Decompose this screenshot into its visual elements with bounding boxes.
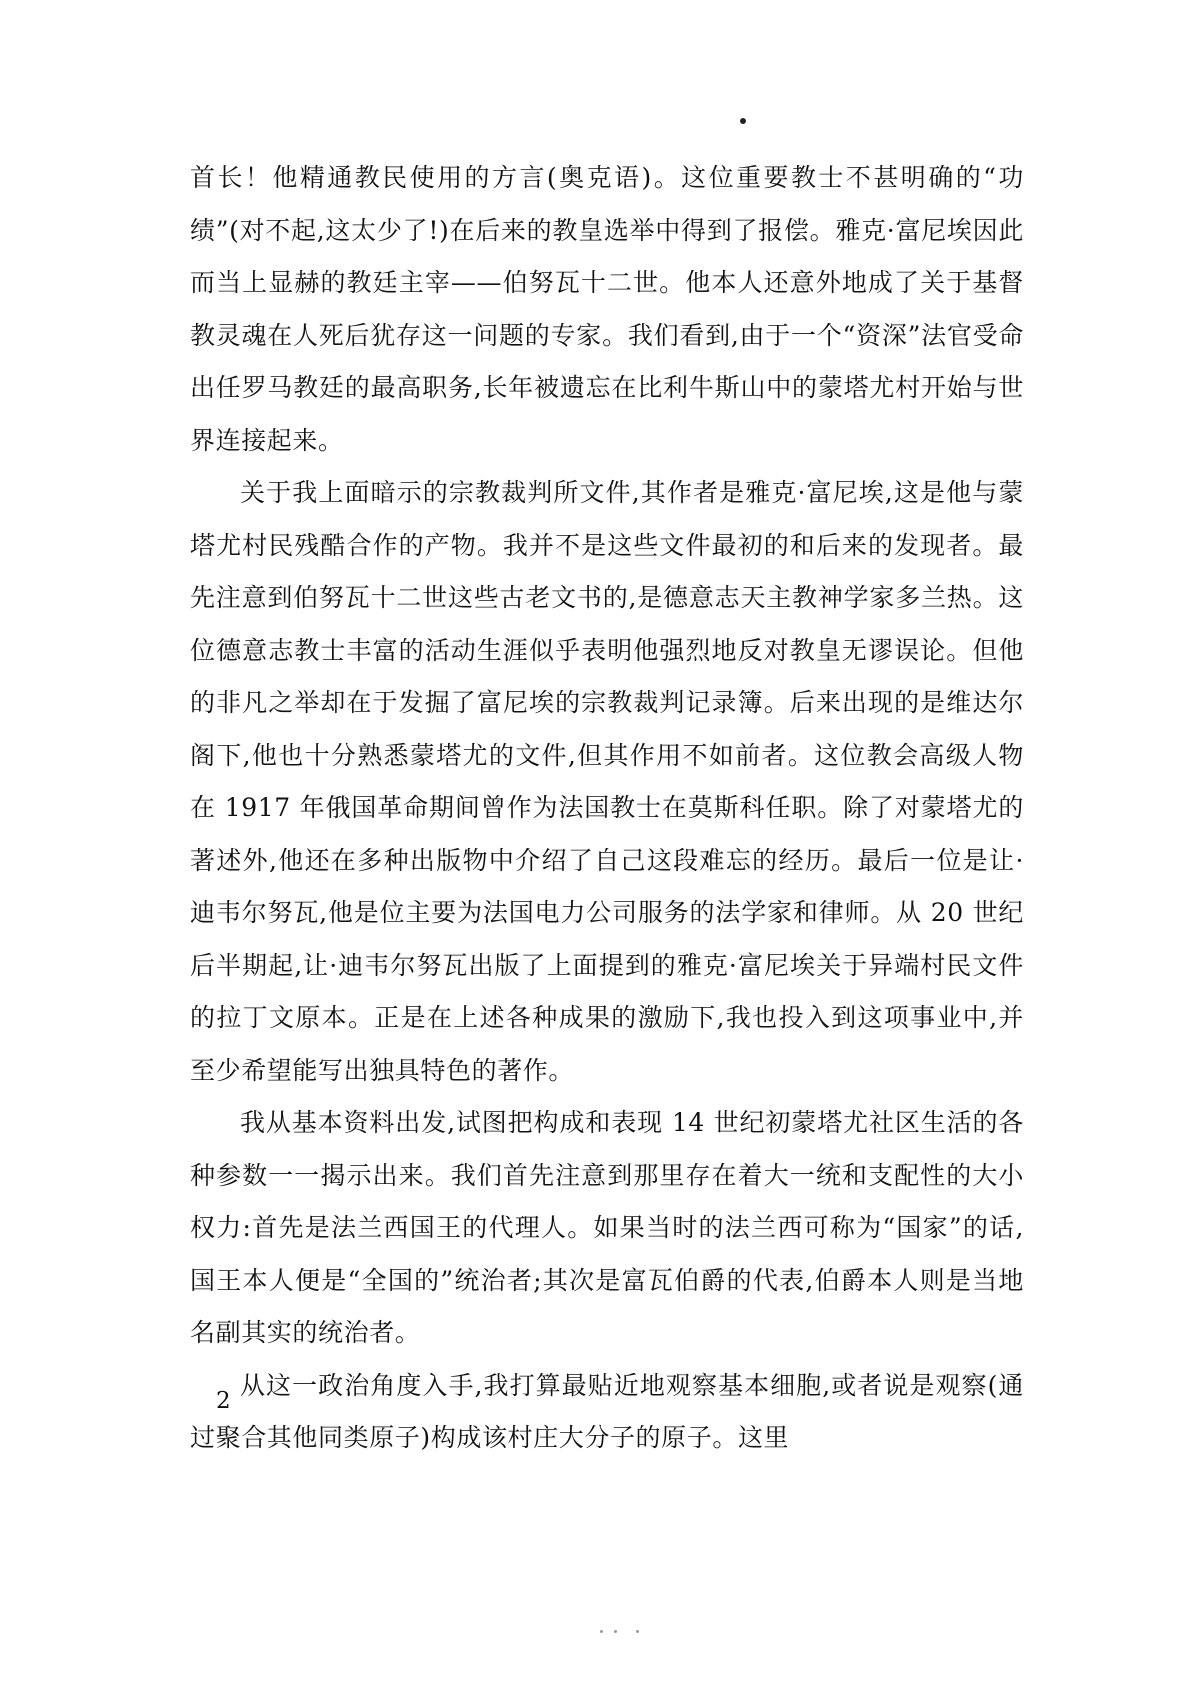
paragraph-3: 我从基本资料出发,试图把构成和表现 14 世纪初蒙塔尤社区生活的各种参数一一揭示出来。我们首先注意到那里存在着大一统和支配性的大小权力:首先是法兰西国王的代理人。如果当时的法兰西可称为“国家”的话,国王本人便是“全国的”统治者;其次是富瓦伯爵的代表,伯爵本人则是当地名副其实的统治者。 bbox=[190, 1108, 1024, 1347]
ink-speck bbox=[740, 118, 746, 124]
paragraph-2: 关于我上面暗示的宗教裁判所文件,其作者是雅克·富尼埃,这是他与蒙塔尤村民残酷合作的产物。我并不是这些文件最初的和后来的发现者。最先注意到伯努瓦十二世这些古老文书的,是德意志天主教神学家多兰热。这位德意志教士丰富的活动生涯似乎表明他强烈地反对教皇无谬误论。但他的非凡之举却在于发掘了富尼埃的宗教裁判记录簿。后来出现的是维达尔阁下,他也十分熟悉蒙塔尤的文件,但其作用不如前者。这位教会高级人物在 1917 年俄国革命期间曾作为法国教士在莫斯科任职。除了对蒙塔尤的著述外,他还在多种出版物中介绍了自己这段难忘的经历。最后一位是让·迪韦尔努瓦,他是位主要为法国电力公司服务的法学家和律师。从 20 世纪后半期起,让·迪韦尔努瓦出版了上面提到的雅克·富尼埃关于异端村民文件的拉丁文原本。正是在上述各种成果的激励下,我也投入到这项事业中,并至少希望能写出独具特色的著作。 bbox=[190, 478, 1024, 1085]
page-number: 2 bbox=[216, 1388, 231, 1414]
paragraph-1: 首长！他精通教民使用的方言(奥克语)。这位重要教士不甚明确的“功绩”(对不起,这太少了!)在后来的教皇选举中得到了报偿。雅克·富尼埃因此而当上显赫的教廷主宰——伯努瓦十二世。他本人还意外地成了关于基督教灵魂在人死后犹存这一问题的专家。我们看到,由于一个“资深”法官受命出任罗马教廷的最高职务,长年被遗忘在比利牛斯山中的蒙塔尤村开始与世界连接起来。 bbox=[190, 163, 1024, 455]
scan-specks bbox=[600, 1630, 660, 1636]
paragraph-4: 从这一政治角度入手,我打算最贴近地观察基本细胞,或者说是观察(通过聚合其他同类原子)构成该村庄大分子的原子。这里 bbox=[190, 1370, 1024, 1452]
body-text bbox=[190, 152, 1024, 1465]
